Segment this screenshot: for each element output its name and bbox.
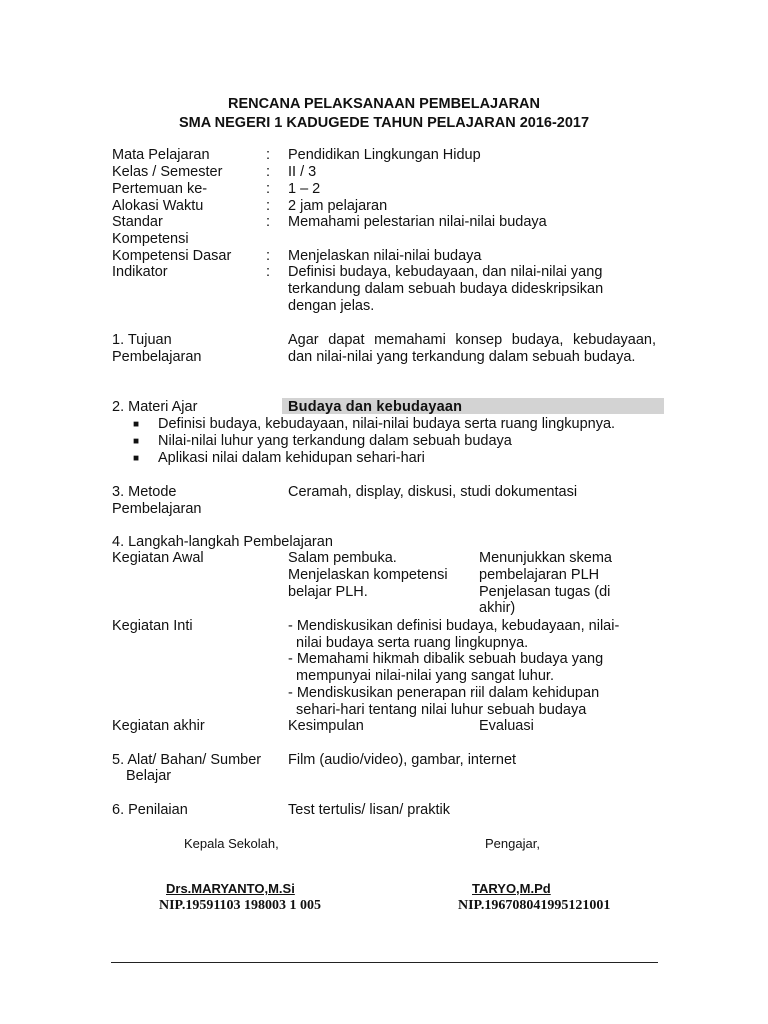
info-value-indikator-line: dengan jelas. bbox=[288, 298, 375, 314]
metode-value: Ceramah, display, diskusi, studi dokumentasi bbox=[288, 484, 578, 500]
info-value-standar-kompetensi: Memahami pelestarian nilai-nilai budaya bbox=[288, 214, 547, 230]
tujuan-text: Agar dapat memahami konsep budaya, kebudayaan, dan nilai-nilai yang terkandung dalam sebuah budaya. bbox=[288, 332, 656, 365]
section-label-tujuan: Pembelajaran bbox=[112, 349, 202, 365]
kegiatan-awal-item: Menunjukkan skema bbox=[479, 550, 612, 566]
section-label-metode: Pembelajaran bbox=[112, 501, 202, 517]
section-label-materi: 2. Materi Ajar bbox=[112, 399, 198, 415]
document-title: RENCANA PELAKSANAAN PEMBELAJARAN bbox=[227, 96, 541, 112]
section-label-penilaian: 6. Penilaian bbox=[112, 802, 188, 818]
signature-nip-kepala-sekolah: NIP.19591103 198003 1 005 bbox=[159, 898, 322, 913]
signature-role-pengajar: Pengajar, bbox=[485, 836, 540, 851]
penilaian-value: Test tertulis/ lisan/ praktik bbox=[288, 802, 450, 818]
info-value-kompetensi-dasar: Menjelaskan nilai-nilai budaya bbox=[288, 248, 482, 264]
section-heading-langkah: 4. Langkah-langkah Pembelajaran bbox=[112, 534, 333, 550]
section-label-tujuan: 1. Tujuan bbox=[112, 332, 172, 348]
materi-bullet-item: Nilai-nilai luhur yang terkandung dalam sebuah budaya bbox=[158, 433, 512, 449]
info-label-kompetensi: Kompetensi bbox=[112, 231, 189, 247]
info-value-indikator-line: terkandung dalam sebuah budaya dideskripsikan bbox=[288, 281, 604, 297]
info-label-alokasi-waktu: Alokasi Waktu bbox=[112, 198, 204, 214]
info-colon: : bbox=[266, 214, 271, 230]
kegiatan-akhir-item: Kesimpulan bbox=[288, 718, 364, 734]
kegiatan-awal-item: Salam pembuka. bbox=[288, 550, 397, 566]
footer-divider bbox=[111, 962, 658, 963]
section-label-alat: 5. Alat/ Bahan/ Sumber bbox=[112, 752, 262, 768]
info-value-pertemuan: 1 – 2 bbox=[288, 181, 321, 197]
kegiatan-akhir-item: Evaluasi bbox=[479, 718, 534, 734]
kegiatan-awal-item: belajar PLH. bbox=[288, 584, 368, 600]
info-colon: : bbox=[266, 198, 271, 214]
kegiatan-inti-line: - Mendiskusikan penerapan riil dalam kehidupan bbox=[288, 685, 600, 701]
info-label-mata-pelajaran: Mata Pelajaran bbox=[112, 147, 210, 163]
info-colon: : bbox=[266, 164, 271, 180]
info-value-mata-pelajaran: Pendidikan Lingkungan Hidup bbox=[288, 147, 481, 163]
info-value-indikator-line: Definisi budaya, kebudayaan, dan nilai-nilai yang bbox=[288, 264, 603, 280]
kegiatan-awal-item: akhir) bbox=[479, 600, 516, 616]
info-label-standar: Standar bbox=[112, 214, 163, 230]
bullet-square-icon: ■ bbox=[133, 419, 140, 430]
section-label-alat: Belajar bbox=[126, 768, 172, 784]
document-subtitle: SMA NEGERI 1 KADUGEDE TAHUN PELAJARAN 2016-2017 bbox=[178, 115, 590, 131]
bullet-square-icon: ■ bbox=[133, 453, 140, 464]
info-colon: : bbox=[266, 147, 271, 163]
kegiatan-inti-line: sehari-hari tentang nilai luhur sebuah budaya bbox=[288, 702, 587, 718]
info-label-kelas-semester: Kelas / Semester bbox=[112, 164, 223, 180]
kegiatan-inti-label: Kegiatan Inti bbox=[112, 618, 193, 634]
kegiatan-inti-line: mempunyai nilai-nilai yang sangat luhur. bbox=[288, 668, 554, 684]
alat-value: Film (audio/video), gambar, internet bbox=[288, 752, 517, 768]
info-colon: : bbox=[266, 181, 271, 197]
section-label-metode: 3. Metode bbox=[112, 484, 177, 500]
materi-title: Budaya dan kebudayaan bbox=[288, 399, 463, 415]
info-colon: : bbox=[266, 264, 271, 280]
kegiatan-akhir-label: Kegiatan akhir bbox=[112, 718, 205, 734]
signature-name-kepala-sekolah: Drs.MARYANTO,M.Si bbox=[166, 881, 295, 896]
kegiatan-inti-line: nilai budaya serta ruang lingkupnya. bbox=[288, 635, 529, 651]
info-colon: : bbox=[266, 248, 271, 264]
kegiatan-awal-item: Penjelasan tugas (di bbox=[479, 584, 611, 600]
info-label-indikator: Indikator bbox=[112, 264, 168, 280]
info-label-kompetensi-dasar: Kompetensi Dasar bbox=[112, 248, 232, 264]
kegiatan-inti-line: - Memahami hikmah dibalik sebuah budaya yang bbox=[288, 651, 604, 667]
kegiatan-awal-item: Menjelaskan kompetensi bbox=[288, 567, 448, 583]
kegiatan-awal-item: pembelajaran PLH bbox=[479, 567, 600, 583]
info-label-pertemuan: Pertemuan ke- bbox=[112, 181, 208, 197]
materi-bullet-item: Definisi budaya, kebudayaan, nilai-nilai budaya serta ruang lingkupnya. bbox=[158, 416, 616, 432]
kegiatan-awal-label: Kegiatan Awal bbox=[112, 550, 204, 566]
materi-bullet-item: Aplikasi nilai dalam kehidupan sehari-hari bbox=[158, 450, 425, 466]
info-value-alokasi-waktu: 2 jam pelajaran bbox=[288, 198, 388, 214]
signature-name-pengajar: TARYO,M.Pd bbox=[472, 881, 551, 896]
info-value-kelas-semester: II / 3 bbox=[288, 164, 317, 180]
kegiatan-inti-line: - Mendiskusikan definisi budaya, kebudayaan, nilai- bbox=[288, 618, 620, 634]
bullet-square-icon: ■ bbox=[133, 436, 140, 447]
signature-role-kepala-sekolah: Kepala Sekolah, bbox=[184, 836, 279, 851]
signature-nip-pengajar: NIP.196708041995121001 bbox=[458, 898, 611, 913]
